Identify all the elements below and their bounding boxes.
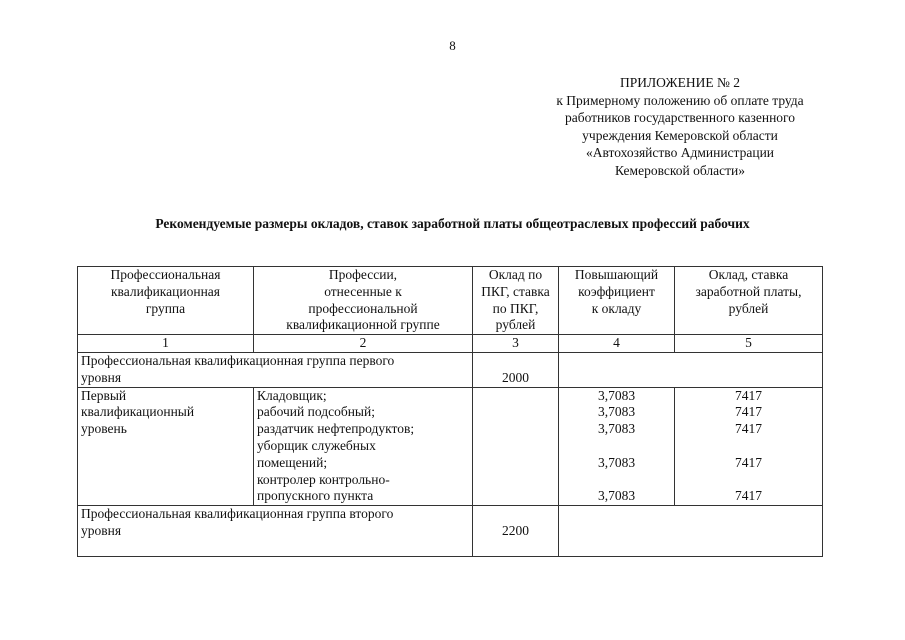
group1-empty-cell	[559, 352, 823, 387]
column-number: 3	[473, 335, 559, 353]
level1-salary-cell	[473, 387, 559, 506]
table-row-level1	[78, 387, 823, 506]
header-line: коэффициент	[578, 283, 655, 299]
level1-rates-cell	[675, 387, 823, 506]
table-row-group1	[78, 352, 823, 387]
column-number-row	[78, 335, 823, 353]
rate-value: 7417	[735, 454, 762, 470]
group2-salary-cell	[473, 506, 559, 557]
header-line: рублей	[495, 317, 536, 333]
appendix-header	[500, 74, 860, 179]
rate-value: 7417	[735, 421, 762, 437]
profession-line: уборщик служебных	[257, 437, 376, 453]
group1-salary-cell	[473, 352, 559, 387]
rate-value: 7417	[735, 387, 762, 403]
group-salary: 2200	[502, 522, 529, 538]
appendix-line: «Автохозяйство Администрации	[585, 145, 775, 160]
header-cell-group	[78, 267, 254, 335]
profession-line: помещений;	[257, 454, 328, 470]
header-line: ПКГ, ставка	[481, 283, 550, 299]
header-line: квалификационная	[111, 283, 220, 299]
header-line: заработной платы,	[695, 283, 802, 299]
profession-line: раздатчик нефтепродуктов;	[257, 421, 415, 437]
header-line: отнесенные к	[324, 283, 402, 299]
coefficient-value: 3,7083	[597, 454, 636, 470]
coefficient-value: 3,7083	[597, 488, 636, 504]
header-cell-rate	[675, 267, 823, 335]
rate-value	[678, 438, 819, 455]
header-cell-base-salary	[473, 267, 559, 335]
group-label-line: Профессиональная квалификационная группа второго	[81, 506, 394, 522]
table-header-row	[78, 267, 823, 335]
group2-empty-cell	[559, 506, 823, 557]
profession-line: рабочий подсобный;	[257, 404, 375, 420]
level-label-line: квалификационный	[81, 404, 195, 420]
level-label-line: уровень	[81, 421, 127, 437]
column-number: 2	[254, 335, 473, 353]
appendix-line: учреждения Кемеровской области	[582, 127, 778, 143]
profession-line: контролер контрольно-	[257, 471, 390, 487]
level1-coefficients-cell	[559, 387, 675, 506]
header-line: к окладу	[591, 300, 642, 316]
level1-label-cell	[78, 387, 254, 506]
salary-table	[77, 266, 823, 557]
header-line: Профессии,	[328, 267, 398, 282]
header-cell-coefficient	[559, 267, 675, 335]
profession-line: Кладовщик;	[257, 387, 327, 403]
header-line: Оклад, ставка	[708, 267, 789, 282]
header-line: по ПКГ,	[492, 300, 539, 316]
header-cell-professions	[254, 267, 473, 335]
coefficient-value	[562, 472, 671, 489]
level1-professions-cell	[254, 387, 473, 506]
appendix-line: Кемеровской области»	[615, 162, 745, 178]
header-line: рублей	[728, 300, 769, 316]
group-label-line: уровня	[81, 369, 122, 385]
page-number: 8	[449, 38, 456, 53]
document-title: Рекомендуемые размеры окладов, ставок заработной платы общеотраслевых профессий рабочих	[155, 216, 750, 231]
profession-line: пропускного пункта	[257, 488, 374, 504]
coefficient-value	[562, 438, 671, 455]
header-line: Повышающий	[574, 267, 659, 282]
group-label-line: уровня	[81, 522, 122, 538]
header-line: Профессиональная	[110, 267, 221, 282]
coefficient-value: 3,7083	[597, 421, 636, 437]
rate-value	[678, 472, 819, 489]
group-label-line: Профессиональная квалификационная группа первого	[81, 352, 395, 368]
coefficient-value: 3,7083	[597, 404, 636, 420]
header-line: Оклад по	[488, 267, 543, 282]
rate-value: 7417	[735, 404, 762, 420]
group-salary: 2000	[502, 369, 529, 385]
rate-value: 7417	[735, 488, 762, 504]
table-row-group2	[78, 506, 823, 557]
header-line: группа	[145, 300, 186, 316]
column-number: 5	[675, 335, 823, 353]
level-label-line: Первый	[81, 387, 127, 403]
appendix-line: работников государственного казенного	[564, 110, 796, 125]
coefficient-value: 3,7083	[597, 387, 636, 403]
column-number: 1	[78, 335, 254, 353]
appendix-line: ПРИЛОЖЕНИЕ № 2	[619, 75, 741, 90]
header-line: квалификационной группе	[286, 317, 440, 333]
column-number: 4	[559, 335, 675, 353]
appendix-line: к Примерному положению об оплате труда	[556, 92, 804, 108]
group1-label-cell	[78, 352, 473, 387]
group2-label-cell	[78, 506, 473, 557]
header-line: профессиональной	[308, 300, 418, 316]
